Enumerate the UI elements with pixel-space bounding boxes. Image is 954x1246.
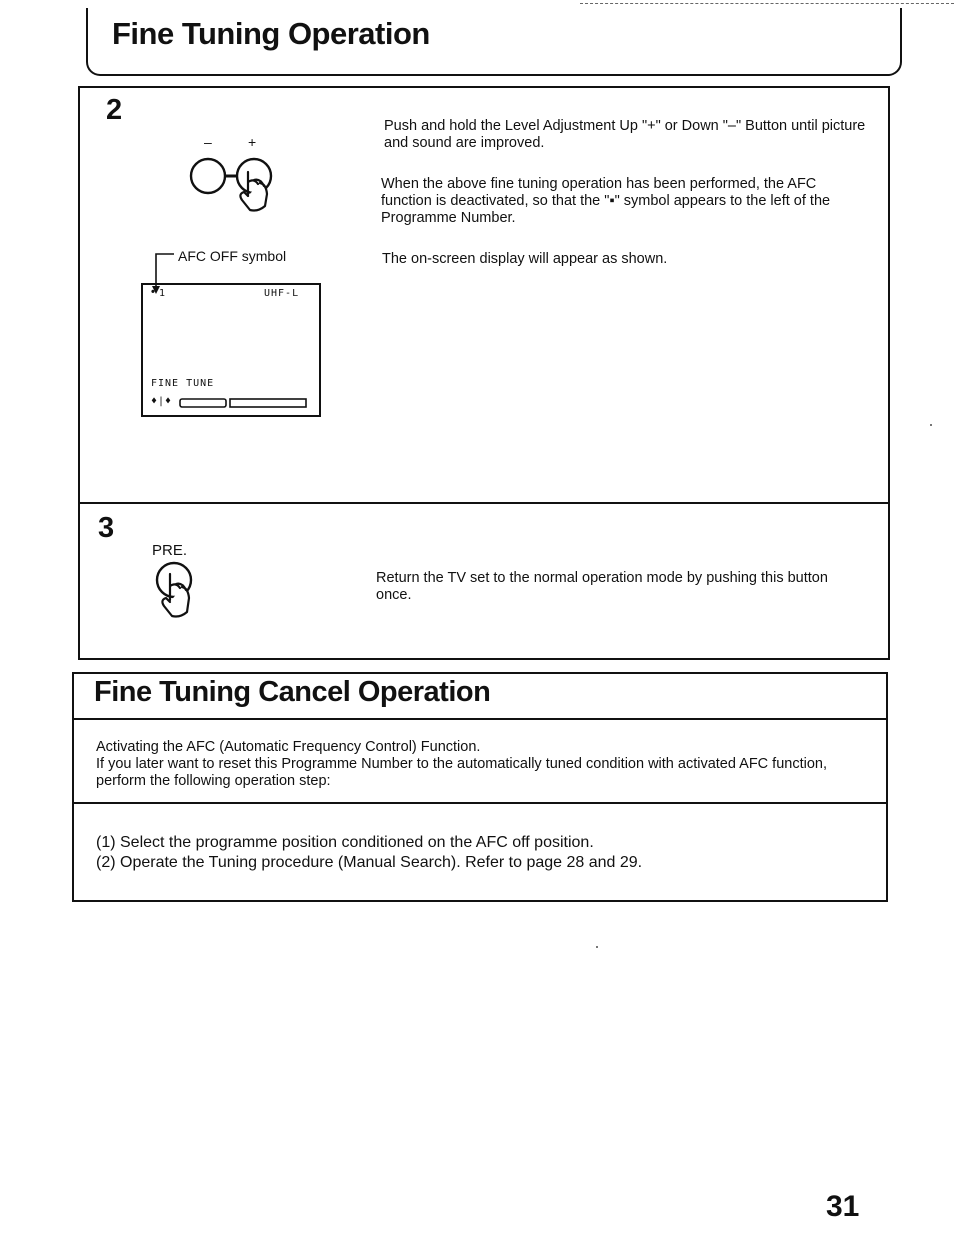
page-title: Fine Tuning Operation [112, 16, 430, 51]
cancel-steps-rule [72, 802, 888, 804]
cancel-intro: Activating the AFC (Automatic Frequency Control) Function. If you later want to reset this Programme Number to the automatically tuned condition with activated AFC function, perform the following operation step: [96, 739, 827, 789]
step-divider [78, 502, 890, 504]
step-3-instruction: Return the TV set to the normal operation mode by pushing this button once. [376, 570, 828, 603]
level-adjust-buttons-icon [182, 150, 292, 220]
step-2-number: 2 [106, 94, 123, 126]
scan-speck [596, 946, 598, 948]
cancel-section-title: Fine Tuning Cancel Operation [94, 676, 491, 708]
page-number: 31 [826, 1190, 860, 1223]
step-2-display-note: The on-screen display will appear as shown. [382, 251, 668, 267]
pre-button-label: PRE. [152, 542, 188, 559]
step-3-number: 3 [98, 512, 115, 544]
top-edge-rule [580, 3, 954, 4]
step-2-afc-note: When the above fine tuning operation has been performed, the AFC function is deactivated, so that the "▪" symbol appears to the left of the Programme Number. [381, 176, 831, 226]
osd-bar-prefix: ♦|♦ [151, 396, 173, 407]
minus-label: – [204, 134, 212, 150]
pre-button-icon [152, 560, 212, 624]
cancel-title-rule [72, 718, 888, 720]
plus-label: + [248, 134, 257, 150]
osd-programme: 1 [159, 288, 167, 299]
osd-fine-tune: FINE TUNE [151, 378, 215, 389]
afc-off-label: AFC OFF symbol [178, 248, 287, 264]
osd-band: UHF-L [264, 288, 300, 299]
afc-off-symbol: • [151, 286, 155, 298]
cancel-step-2: (2) Operate the Tuning procedure (Manual Search). Refer to page 28 and 29. [96, 854, 643, 871]
cancel-step-1: (1) Select the programme position conditioned on the AFC off position. [96, 834, 594, 851]
step-2-instruction: Push and hold the Level Adjustment Up "+" or Down "–" Button until picture and sound are improved. [384, 118, 866, 151]
scan-speck [930, 424, 932, 426]
osd-tuning-bar [178, 396, 310, 410]
